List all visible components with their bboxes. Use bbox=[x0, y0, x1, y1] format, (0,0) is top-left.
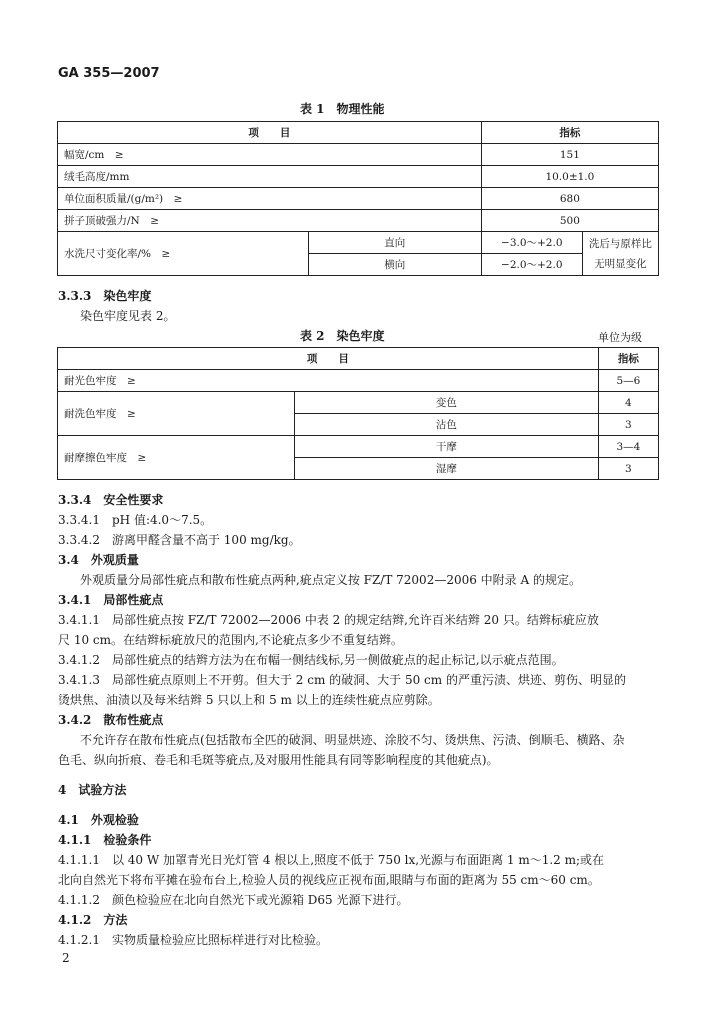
row-item: 拼子顶破强力/N ≥ bbox=[58, 210, 482, 232]
table-row bbox=[58, 436, 659, 458]
table-row bbox=[58, 210, 659, 232]
table2-caption: 表 2 染色牢度 bbox=[300, 329, 385, 343]
light-item: 耐光色牢度 ≥ bbox=[58, 370, 599, 392]
table-row bbox=[58, 392, 659, 414]
rub-value-wet: 3 bbox=[598, 458, 658, 480]
clause-3-4-1-1-line: 尺 10 cm。在结辫标疵放尺的范围内,不论疵点多少不重复结辫。 bbox=[58, 633, 403, 647]
light-value: 5—6 bbox=[598, 370, 658, 392]
clause-4-1-1-1-line: 北向自然光下将布平摊在验布台上,检验人员的视线应正视布面,眼睛与布面的距离为 55 cm～60 cm。 bbox=[58, 873, 600, 887]
clause-4-1-2-1: 4.1.2.1 实物质量检验应比照标样进行对比检验。 bbox=[58, 933, 328, 947]
shrink-note-line: 洗后与原样比 bbox=[588, 237, 652, 250]
section-3-4-2-body-line: 不允许存在散布性疵点(包括散布全匹的破洞、明显烘迹、涂胶不匀、烫烘焦、污渍、倒顺毛、横路、杂 bbox=[80, 733, 625, 747]
table1-caption: 表 1 物理性能 bbox=[300, 102, 385, 116]
row-item: 绒毛高度/mm bbox=[58, 166, 482, 188]
clause-4-1-1-2: 4.1.1.2 颜色检验应在北向自然光下或光源箱 D65 光源下进行。 bbox=[58, 893, 409, 907]
wash-value-stain: 3 bbox=[598, 414, 658, 436]
shrink-sub-warp: 直向 bbox=[308, 232, 481, 254]
table-row bbox=[58, 370, 659, 392]
section-4-1-2-title: 4.1.2 方法 bbox=[58, 913, 128, 927]
shrink-value-weft: −2.0～+2.0 bbox=[481, 254, 582, 276]
row-value: 10.0±1.0 bbox=[481, 166, 658, 188]
header-item: 项 目 bbox=[58, 348, 599, 370]
rub-item: 耐摩擦色牢度 ≥ bbox=[58, 436, 295, 480]
standard-number: GA 355—2007 bbox=[58, 66, 160, 81]
row-value: 500 bbox=[481, 210, 658, 232]
header-item: 项 目 bbox=[58, 122, 482, 144]
table-physical-properties bbox=[57, 121, 659, 276]
clause-3-4-1-1-line: 3.4.1.1 局部性疵点按 FZ/T 72002—2006 中表 2 的规定结辫,允许百米结辫 20 只。结辫标疵应放 bbox=[58, 613, 599, 627]
rub-sub-dry: 干摩 bbox=[295, 436, 599, 458]
section-3-4-2-body-line: 色毛、纵向折痕、卷毛和毛斑等疵点,及对服用性能具有同等影响程度的其他疵点)。 bbox=[58, 753, 499, 767]
row-item: 幅宽/cm ≥ bbox=[58, 144, 482, 166]
table-row bbox=[58, 232, 659, 254]
section-3-3-3-title: 3.3.3 染色牢度 bbox=[58, 289, 152, 303]
table-header-row bbox=[58, 348, 659, 370]
chapter-4-title: 4 试验方法 bbox=[58, 783, 127, 797]
table-color-fastness bbox=[57, 347, 659, 480]
row-value: 680 bbox=[481, 188, 658, 210]
section-3-4-body: 外观质量分局部性疵点和散布性疵点两种,疵点定义按 FZ/T 72002—2006 中附录 A 的规定。 bbox=[80, 573, 581, 587]
section-3-4-1-title: 3.4.1 局部性疵点 bbox=[58, 593, 164, 607]
section-4-1-title: 4.1 外观检验 bbox=[58, 813, 139, 827]
rub-sub-wet: 湿摩 bbox=[295, 458, 599, 480]
table-header-row bbox=[58, 122, 659, 144]
section-3-4-title: 3.4 外观质量 bbox=[58, 553, 139, 567]
table2-unit: 单位为级 bbox=[598, 331, 642, 344]
table-row bbox=[58, 188, 659, 210]
wash-sub-change: 变色 bbox=[295, 392, 599, 414]
section-4-1-1-title: 4.1.1 检验条件 bbox=[58, 833, 152, 847]
section-3-4-2-title: 3.4.2 散布性疵点 bbox=[58, 713, 164, 727]
header-value: 指标 bbox=[481, 122, 658, 144]
shrink-note bbox=[582, 232, 658, 276]
row-item: 单位面积质量/(g/m²) ≥ bbox=[58, 188, 482, 210]
page-number: 2 bbox=[62, 951, 70, 965]
table-row bbox=[58, 166, 659, 188]
shrink-item: 水洗尺寸变化率/% ≥ bbox=[58, 232, 309, 276]
shrink-sub-weft: 横向 bbox=[308, 254, 481, 276]
table-row bbox=[58, 144, 659, 166]
rub-value-dry: 3—4 bbox=[598, 436, 658, 458]
wash-value-change: 4 bbox=[598, 392, 658, 414]
header-value: 指标 bbox=[598, 348, 658, 370]
row-value: 151 bbox=[481, 144, 658, 166]
clause-3-4-1-3-line: 烫烘焦、油渍以及每米结辫 5 只以上和 5 m 以上的连续性疵点应剪除。 bbox=[58, 693, 440, 707]
section-3-3-4-title: 3.3.4 安全性要求 bbox=[58, 493, 164, 507]
wash-item: 耐洗色牢度 ≥ bbox=[58, 392, 295, 436]
clause-3-4-1-3-line: 3.4.1.3 局部性疵点原则上不开剪。但大于 2 cm 的破洞、大于 50 cm 的严重污渍、烘迹、剪伤、明显的 bbox=[58, 673, 626, 687]
clause-4-1-1-1-line: 4.1.1.1 以 40 W 加罩青光日光灯管 4 根以上,照度不低于 750 lx,光源与布面距离 1 m～1.2 m;或在 bbox=[58, 853, 605, 867]
shrink-note-line: 无明显变化 bbox=[594, 257, 647, 270]
clause-3-3-4-2: 3.3.4.2 游离甲醛含量不高于 100 mg/kg。 bbox=[58, 533, 301, 547]
clause-3-3-4-1: 3.3.4.1 pH 值:4.0～7.5。 bbox=[58, 513, 213, 527]
shrink-value-warp: −3.0～+2.0 bbox=[481, 232, 582, 254]
section-3-3-3-body: 染色牢度见表 2。 bbox=[80, 309, 176, 323]
wash-sub-stain: 沾色 bbox=[295, 414, 599, 436]
clause-3-4-1-2: 3.4.1.2 局部性疵点的结辫方法为在布幅一侧结线标,另一侧做疵点的起止标记,以示疵点范围。 bbox=[58, 653, 564, 667]
